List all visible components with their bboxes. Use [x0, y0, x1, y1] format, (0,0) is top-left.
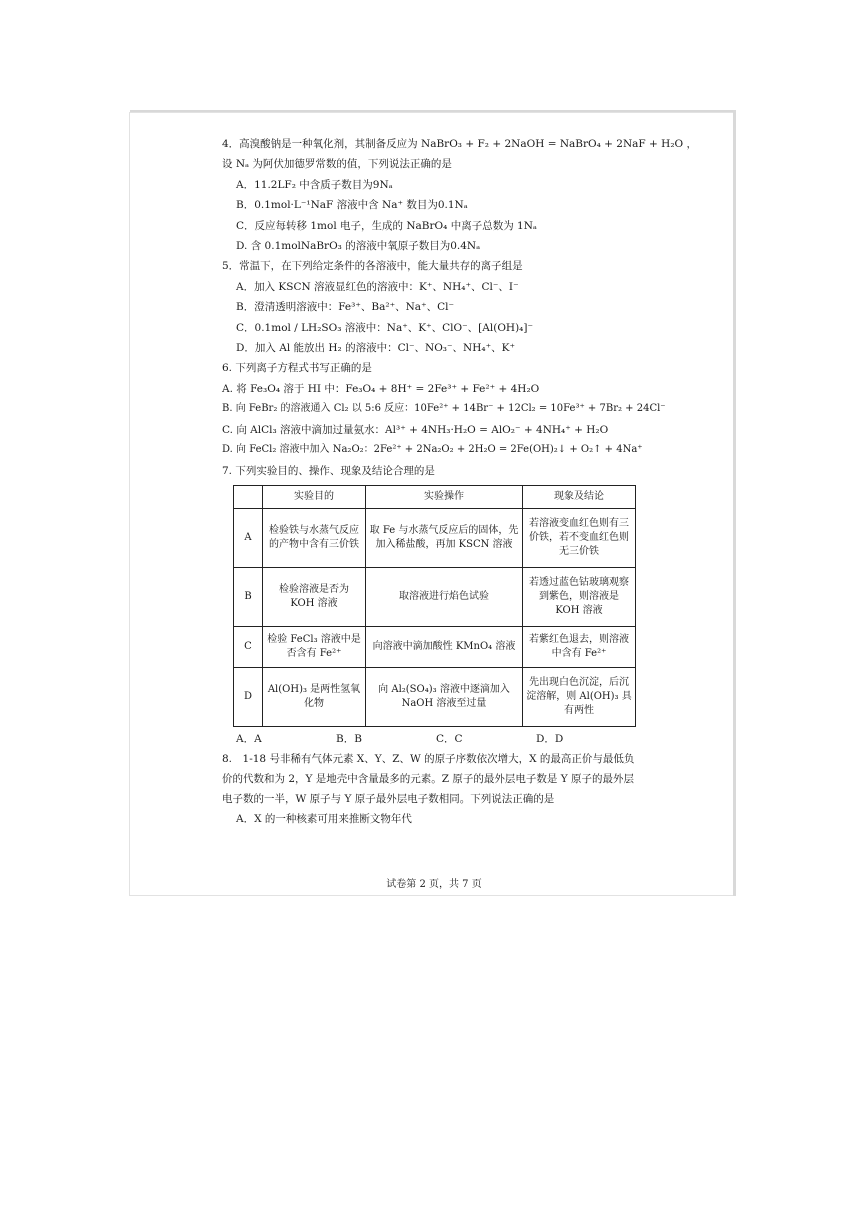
q4-option-a: A．11.2LF₂ 中含质子数目为9Nₐ: [236, 178, 393, 191]
q5-stem: 5．常温下，在下列给定条件的各溶液中，能大量共存的离子组是: [222, 260, 523, 273]
row-result: 先出现白色沉淀，后沉淀溶解，则 Al(OH)₃ 具有两性: [523, 667, 636, 726]
q5-option-b: B．澄清透明溶液中：Fe³⁺、Ba²⁺、Na⁺、Cl⁻: [236, 301, 455, 314]
q4-option-c: C．反应每转移 1mol 电子，生成的 NaBrO₄ 中离子总数为 1Nₐ: [236, 219, 537, 232]
page-footer: 试卷第 2 页，共 7 页: [386, 879, 482, 890]
q6-stem: 6. 下列离子方程式书写正确的是: [222, 362, 372, 375]
q7-option-b: B．B: [336, 732, 362, 745]
table-header-result: 现象及结论: [523, 485, 636, 508]
row-result: 若透过蓝色钴玻璃观察到紫色，则溶液是 KOH 溶液: [523, 567, 636, 626]
q4-option-b: B．0.1mol·L⁻¹NaF 溶液中含 Na⁺ 数目为0.1Nₐ: [236, 199, 468, 212]
row-operation: 取 Fe 与水蒸气反应后的固体，先加入稀盐酸，再加 KSCN 溶液: [366, 508, 523, 567]
table-header-blank: [234, 485, 263, 508]
q5-option-d: D．加入 Al 能放出 H₂ 的溶液中：Cl⁻、NO₃⁻、NH₄⁺、K⁺: [236, 342, 516, 355]
row-label: A: [234, 508, 263, 567]
table-row: [234, 667, 636, 726]
q4-option-d: D. 含 0.1molNaBrO₃ 的溶液中氧原子数目为0.4Nₐ: [236, 240, 481, 253]
q6-option-c: C. 向 AlCl₃ 溶液中滴加过量氨水：Al³⁺ + 4NH₃·H₂O = AlO₂⁻ + 4NH₄⁺ + H₂O: [222, 423, 609, 436]
q6-option-a: A. 将 Fe₃O₄ 溶于 HI 中：Fe₃O₄ + 8H⁺ = 2Fe³⁺ + Fe²⁺ + 4H₂O: [222, 382, 540, 395]
q6-option-b: B. 向 FeBr₂ 的溶液通入 Cl₂ 以 5:6 反应：10Fe²⁺ + 14Br⁻ + 12Cl₂ = 10Fe³⁺ + 7Br₂ + 24Cl⁻: [222, 403, 666, 415]
q8-stem: 8. 1-18 号非稀有气体元素 X、Y、Z、W 的原子序数依次增大，X 的最高正价与最低负价的代数和为 2，Y 是地壳中含量最多的元素。Z 原子的最外层电子数是 Y 原子的最外层电子数的一半，W 原子与 Y 原子最外层电子数相同。下列说法正确的是: [222, 753, 635, 806]
row-result: 若紫红色退去，则溶液中含有 Fe²⁺: [523, 626, 636, 667]
table-header-purpose: 实验目的: [263, 485, 366, 508]
row-purpose: Al(OH)₃ 是两性氢氧化物: [263, 667, 366, 726]
table-row: [234, 508, 636, 567]
q7-option-a: A．A: [236, 732, 262, 745]
q5-option-a: A．加入 KSCN 溶液显红色的溶液中：K⁺、NH₄⁺、Cl⁻、I⁻: [236, 280, 519, 293]
q4-stem-line1: 4．高溴酸钠是一种氧化剂，其制备反应为 NaBrO₃ + F₂ + 2NaOH = NaBrO₄ + 2NaF + H₂O ，: [222, 138, 697, 150]
paper-edge-right: [733, 110, 736, 896]
table-header-row: [234, 485, 636, 508]
row-purpose: 检验铁与水蒸气反应的产物中含有三价铁: [263, 508, 366, 567]
table-row: [234, 567, 636, 626]
q7-options: [222, 729, 642, 749]
row-label: B: [234, 567, 263, 626]
row-purpose: 检验 FeCl₃ 溶液中是否含有 Fe²⁺: [263, 626, 366, 667]
row-label: D: [234, 667, 263, 726]
row-label: C: [234, 626, 263, 667]
q4-stem-line2: 设 Nₐ 为阿伏加德罗常数的值，下列说法正确的是: [222, 158, 452, 171]
row-result: 若溶液变血红色则有三价铁，若不变血红色则无三价铁: [523, 508, 636, 567]
row-operation: 向溶液中滴加酸性 KMnO₄ 溶液: [366, 626, 523, 667]
q6-option-d: D. 向 FeCl₂ 溶液中加入 Na₂O₂：2Fe²⁺ + 2Na₂O₂ + 2H₂O = 2Fe(OH)₂↓ + O₂↑ + 4Na⁺: [222, 444, 643, 456]
row-operation: 向 Al₂(SO₄)₃ 溶液中逐滴加入 NaOH 溶液至过量: [366, 667, 523, 726]
exam-content: [222, 134, 697, 830]
table-row: [234, 626, 636, 667]
q7-option-d: D．D: [536, 732, 564, 745]
q8-option-a: A．X 的一种核素可用来推断文物年代: [236, 813, 412, 826]
q7-option-c: C．C: [436, 732, 463, 745]
row-operation: 取溶液进行焰色试验: [366, 567, 523, 626]
table-header-operation: 实验操作: [366, 485, 523, 508]
row-purpose: 检验溶液是否为 KOH 溶液: [263, 567, 366, 626]
experiment-table: [233, 485, 636, 727]
q5-option-c: C．0.1mol / LH₂SO₃ 溶液中：Na⁺、K⁺、ClO⁻、[Al(OH)₄]⁻: [236, 321, 534, 334]
q7-stem: 7. 下列实验目的、操作、现象及结论合理的是: [222, 464, 435, 477]
